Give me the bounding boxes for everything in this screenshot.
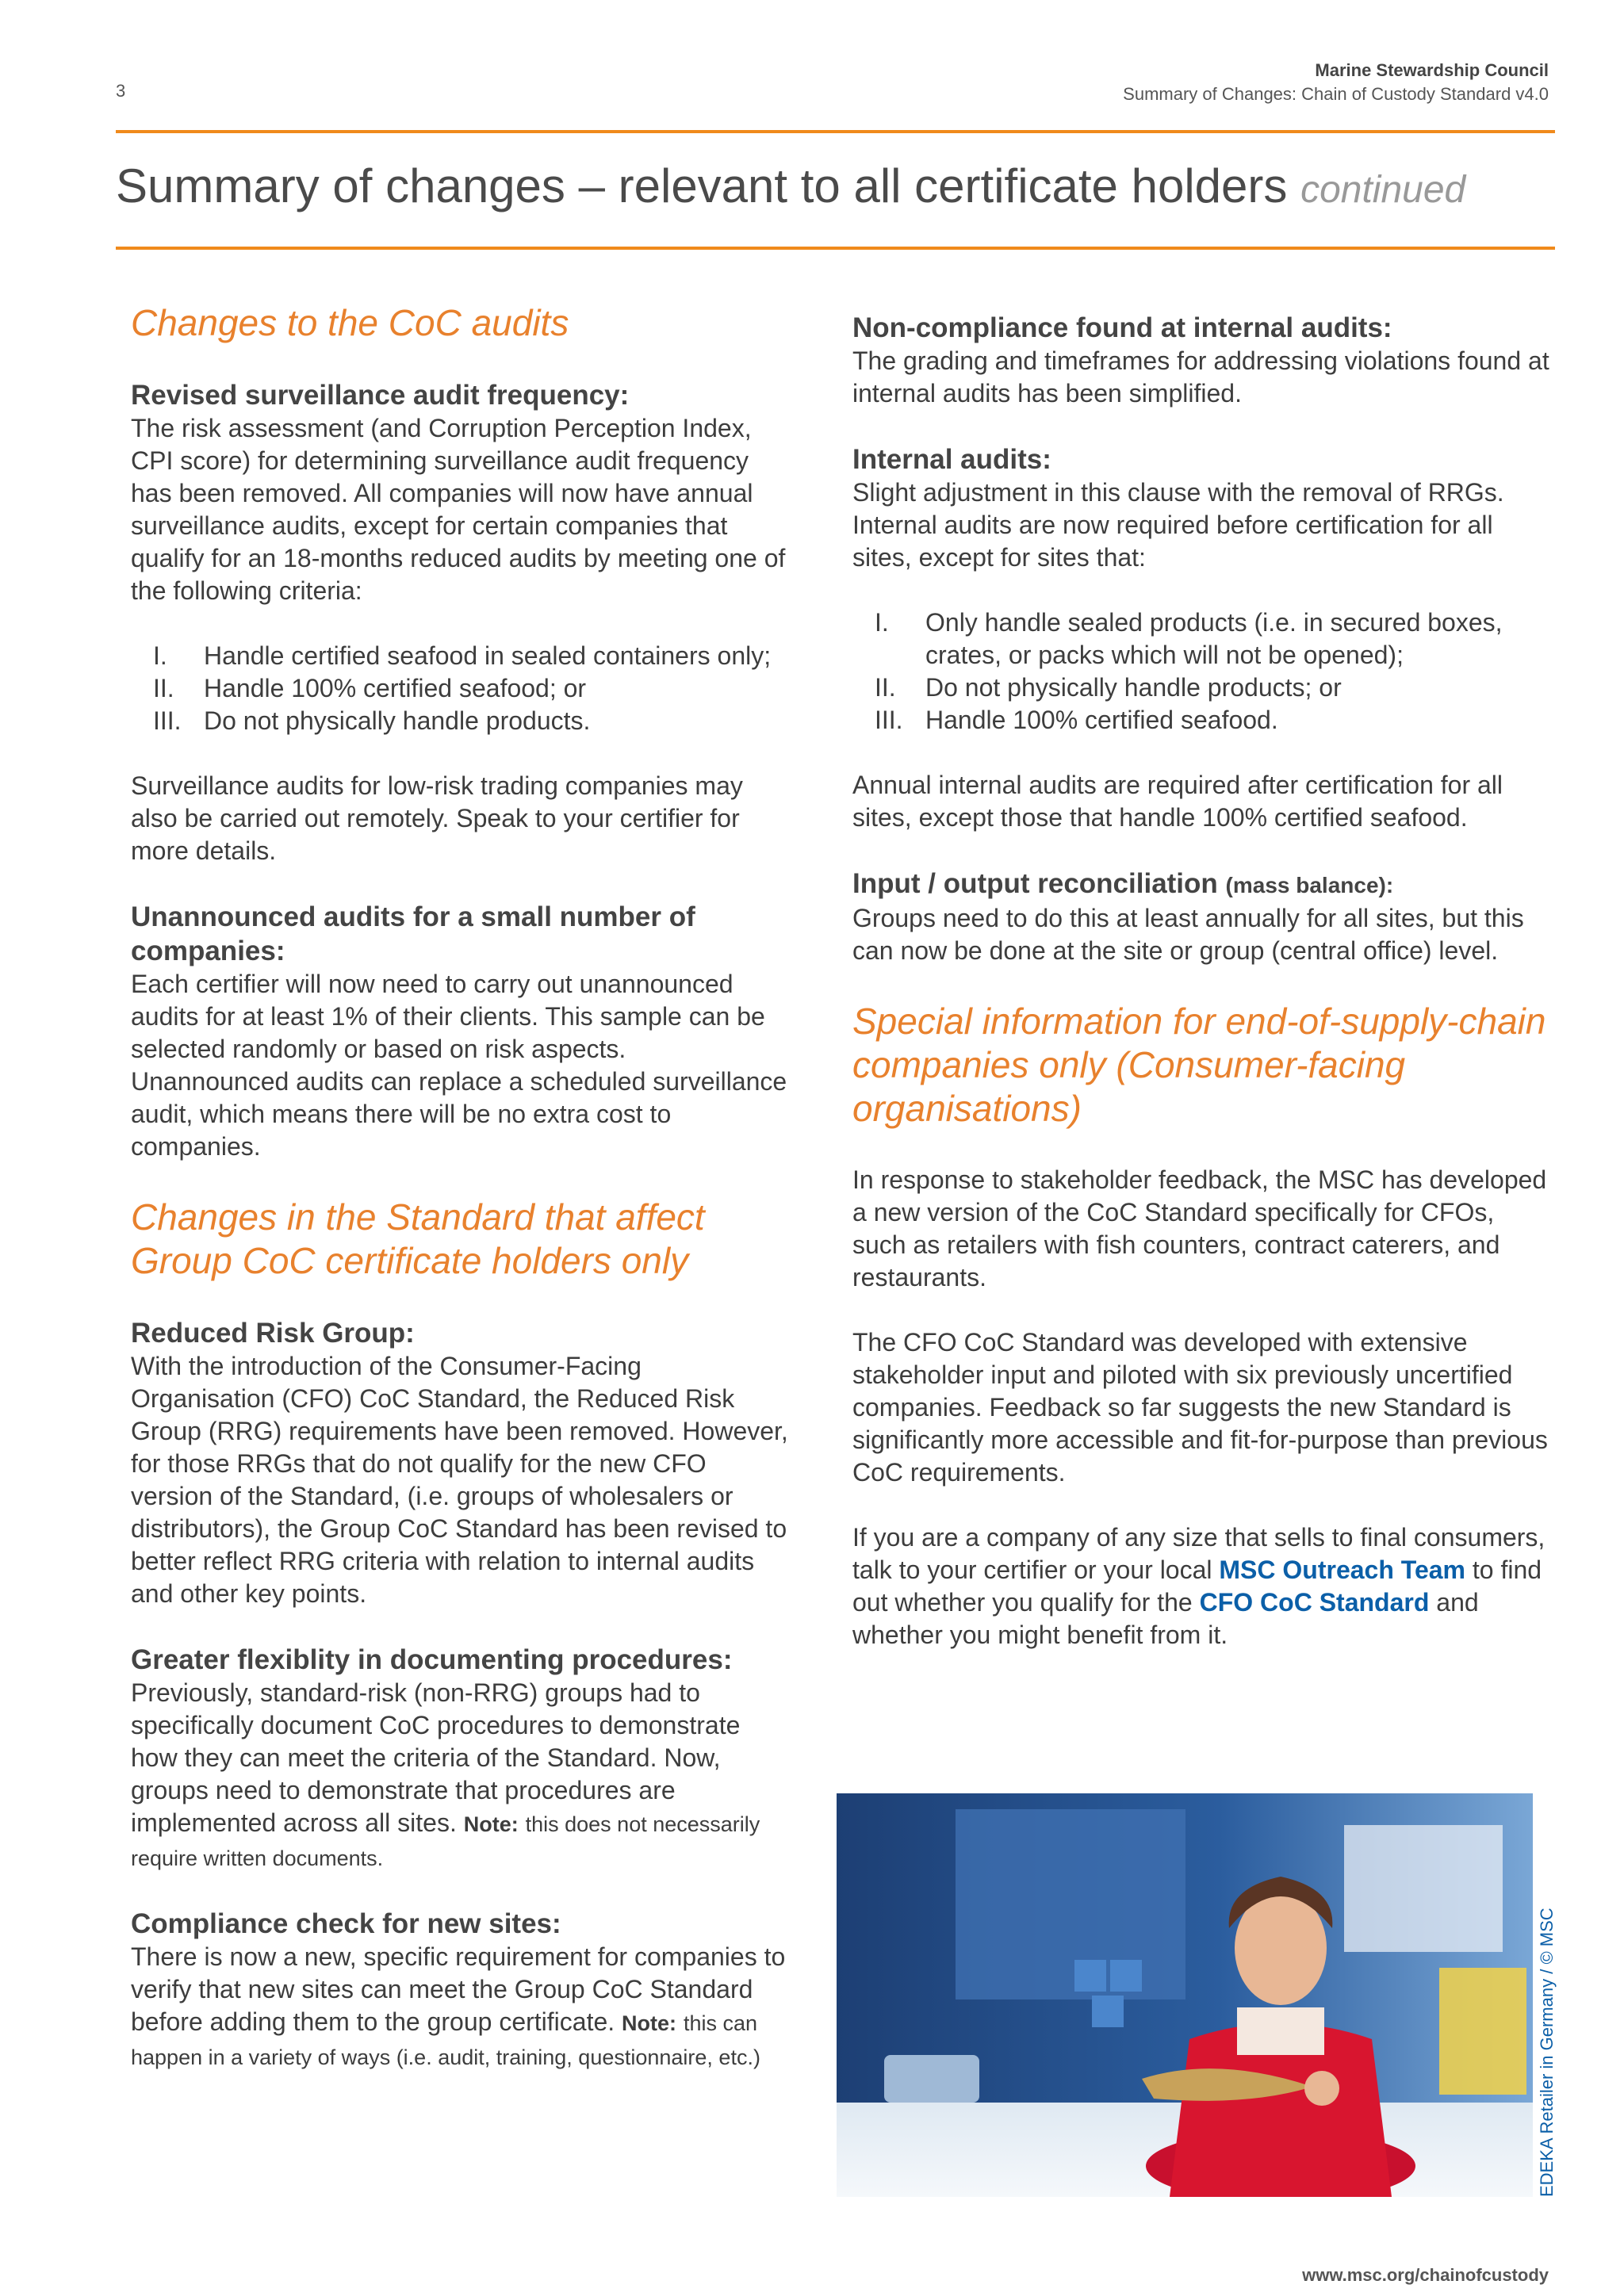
list-text: Handle 100% certified seafood; or xyxy=(204,674,587,702)
block-heading: Revised surveillance audit frequency: xyxy=(131,380,630,411)
list-number: III. xyxy=(875,706,903,734)
block-body: Surveillance audits for low-risk trading companies may also be carried out remotely. Speak to your certifier for more details. xyxy=(131,771,743,865)
block-body: The risk assessment (and Corruption Perception Index, CPI score) for determining surveillance audit frequency has been removed. All companies will now have annual surveillance audits, except for certain companies that qualify for an 18-months reduced audits by meeting one of the following criteria: xyxy=(131,414,786,605)
list-item xyxy=(131,640,789,672)
heading-suffix: (mass balance): xyxy=(1225,873,1394,897)
top-rule xyxy=(116,130,1555,133)
block-compliance-new-sites xyxy=(131,1907,789,2073)
block-body xyxy=(852,1521,1550,1651)
left-column xyxy=(131,301,789,2106)
criteria-list-right xyxy=(852,607,1550,737)
block-body: The grading and timeframes for addressing violations found at internal audits has been simplified. xyxy=(852,346,1549,408)
list-item xyxy=(131,705,789,737)
page-title xyxy=(116,159,1465,213)
block-non-compliance xyxy=(852,311,1550,410)
list-item xyxy=(852,672,1550,704)
header-doc-title: Summary of Changes: Chain of Custody Standard v4.0 xyxy=(1123,84,1549,104)
block-heading: Internal audits: xyxy=(852,444,1051,475)
note-label: Note: xyxy=(622,2011,677,2035)
retailer-photo-illustration xyxy=(837,1793,1533,2197)
running-header xyxy=(1123,59,1549,106)
block-body xyxy=(131,1941,789,2073)
block-remote-audits xyxy=(131,770,789,867)
list-number: II. xyxy=(875,673,896,702)
list-text: Handle certified seafood in sealed containers only; xyxy=(204,641,772,670)
block-documenting-procedures xyxy=(131,1643,789,1874)
block-internal-audits xyxy=(852,442,1550,574)
block-body: Groups need to do this at least annually for all sites, but this can now be done at the site or group (central office) level. xyxy=(852,904,1524,965)
photo-credit: EDEKA Retailer in Germany / © MSC xyxy=(1537,1908,1557,2197)
block-input-output xyxy=(852,867,1550,967)
block-reduced-risk-group xyxy=(131,1316,789,1610)
list-item xyxy=(852,607,1550,672)
list-text: Only handle sealed products (i.e. in secured boxes, crates, or packs which will not be opened); xyxy=(925,608,1503,669)
block-cfo-contact xyxy=(852,1521,1550,1651)
block-heading: Non-compliance found at internal audits: xyxy=(852,312,1392,343)
page-title-suffix: continued xyxy=(1300,169,1466,211)
note-text: this does not necessarily require written documents. xyxy=(131,1812,760,1870)
page-title-main: Summary of changes – relevant to all certificate holders xyxy=(116,159,1288,212)
block-heading xyxy=(852,867,1550,902)
block-surveillance-frequency xyxy=(131,378,789,607)
list-number: I. xyxy=(875,608,889,637)
retailer-photo xyxy=(837,1793,1533,2197)
block-body xyxy=(131,1677,789,1874)
header-org: Marine Stewardship Council xyxy=(1315,60,1549,80)
block-body: Annual internal audits are required after certification for all sites, except those that handle 100% certified seafood. xyxy=(852,771,1503,832)
body-text: There is now a new, specific requirement for companies to verify that new sites can meet the Group CoC Standard before adding them to the group certificate. xyxy=(131,1942,786,2036)
block-annual-internal-audits xyxy=(852,769,1550,834)
list-number: II. xyxy=(153,674,174,702)
block-body: Slight adjustment in this clause with the removal of RRGs. Internal audits are now required before certification for all sites, except for sites that: xyxy=(852,478,1504,572)
block-heading: Unannounced audits for a small number of companies: xyxy=(131,901,695,966)
block-heading: Greater flexiblity in documenting procedures: xyxy=(131,1644,733,1675)
block-heading: Reduced Risk Group: xyxy=(131,1318,415,1349)
list-number: I. xyxy=(153,641,167,670)
block-heading: Compliance check for new sites: xyxy=(131,1908,561,1939)
section-title-cfo: Special information for end-of-supply-chain companies only (Consumer-facing organisations) xyxy=(852,1001,1546,1129)
block-body: With the introduction of the Consumer-Facing Organisation (CFO) CoC Standard, the Reduced Risk Group (RRG) requirements have been removed. However, for those RRGs that do not qualify for the new CFO version of the Standard, (i.e. groups of wholesalers or distributors), the Group CoC Standard has been revised to better reflect RRG criteria with relation to internal audits and other key points. xyxy=(131,1352,788,1608)
heading-text: Input / output reconciliation xyxy=(852,868,1218,899)
list-item xyxy=(852,704,1550,737)
block-cfo-intro xyxy=(852,1164,1550,1294)
block-cfo-development xyxy=(852,1326,1550,1489)
section-title-coc-audits: Changes to the CoC audits xyxy=(131,302,569,343)
list-item xyxy=(131,672,789,705)
right-column xyxy=(852,311,1550,1684)
block-body: Each certifier will now need to carry out unannounced audits for at least 1% of their clients. This sample can be selected randomly or based on risk aspects. Unannounced audits can replace a scheduled surveillance audit, which means there will be no extra cost to companies. xyxy=(131,970,787,1161)
block-body: The CFO CoC Standard was developed with extensive stakeholder input and piloted with six previously uncertified companies. Feedback so far suggests the new Standard is significantly more accessible and fit-for-purpose than previous CoC requirements. xyxy=(852,1328,1548,1487)
section-title-group-coc: Changes in the Standard that affect Group CoC certificate holders only xyxy=(131,1196,705,1281)
block-body: In response to stakeholder feedback, the MSC has developed a new version of the CoC Standard specifically for CFOs, such as retailers with fish counters, contract caterers, and restaurants. xyxy=(852,1165,1547,1292)
body-text: If you are a company of any size that sells to final consumers, talk to your certifier or your local xyxy=(852,1523,1545,1584)
bottom-rule xyxy=(116,247,1555,250)
cfo-coc-standard-link[interactable]: CFO CoC Standard xyxy=(1199,1588,1430,1617)
body-text: Previously, standard-risk (non-RRG) groups had to specifically document CoC procedures to demonstrate how they can meet the criteria of the Standard. Now, groups need to demonstrate that procedures are implemented across all sites. xyxy=(131,1678,741,1837)
note-label: Note: xyxy=(463,1812,519,1836)
note-text: this can happen in a variety of ways (i.e. audit, training, questionnaire, etc.) xyxy=(131,2011,760,2069)
list-number: III. xyxy=(153,706,182,735)
footer-url[interactable]: www.msc.org/chainofcustody xyxy=(1302,2265,1549,2285)
block-unannounced-audits xyxy=(131,900,789,1163)
body-text: and whether you might benefit from it. xyxy=(852,1588,1479,1649)
msc-outreach-team-link[interactable]: MSC Outreach Team xyxy=(1219,1556,1465,1584)
list-text: Handle 100% certified seafood. xyxy=(925,706,1278,734)
list-text: Do not physically handle products; or xyxy=(925,673,1342,702)
criteria-list-left xyxy=(131,640,789,737)
page-number: 3 xyxy=(116,81,126,101)
list-text: Do not physically handle products. xyxy=(204,706,591,735)
body-text: to find out whether you qualify for the xyxy=(852,1556,1542,1617)
